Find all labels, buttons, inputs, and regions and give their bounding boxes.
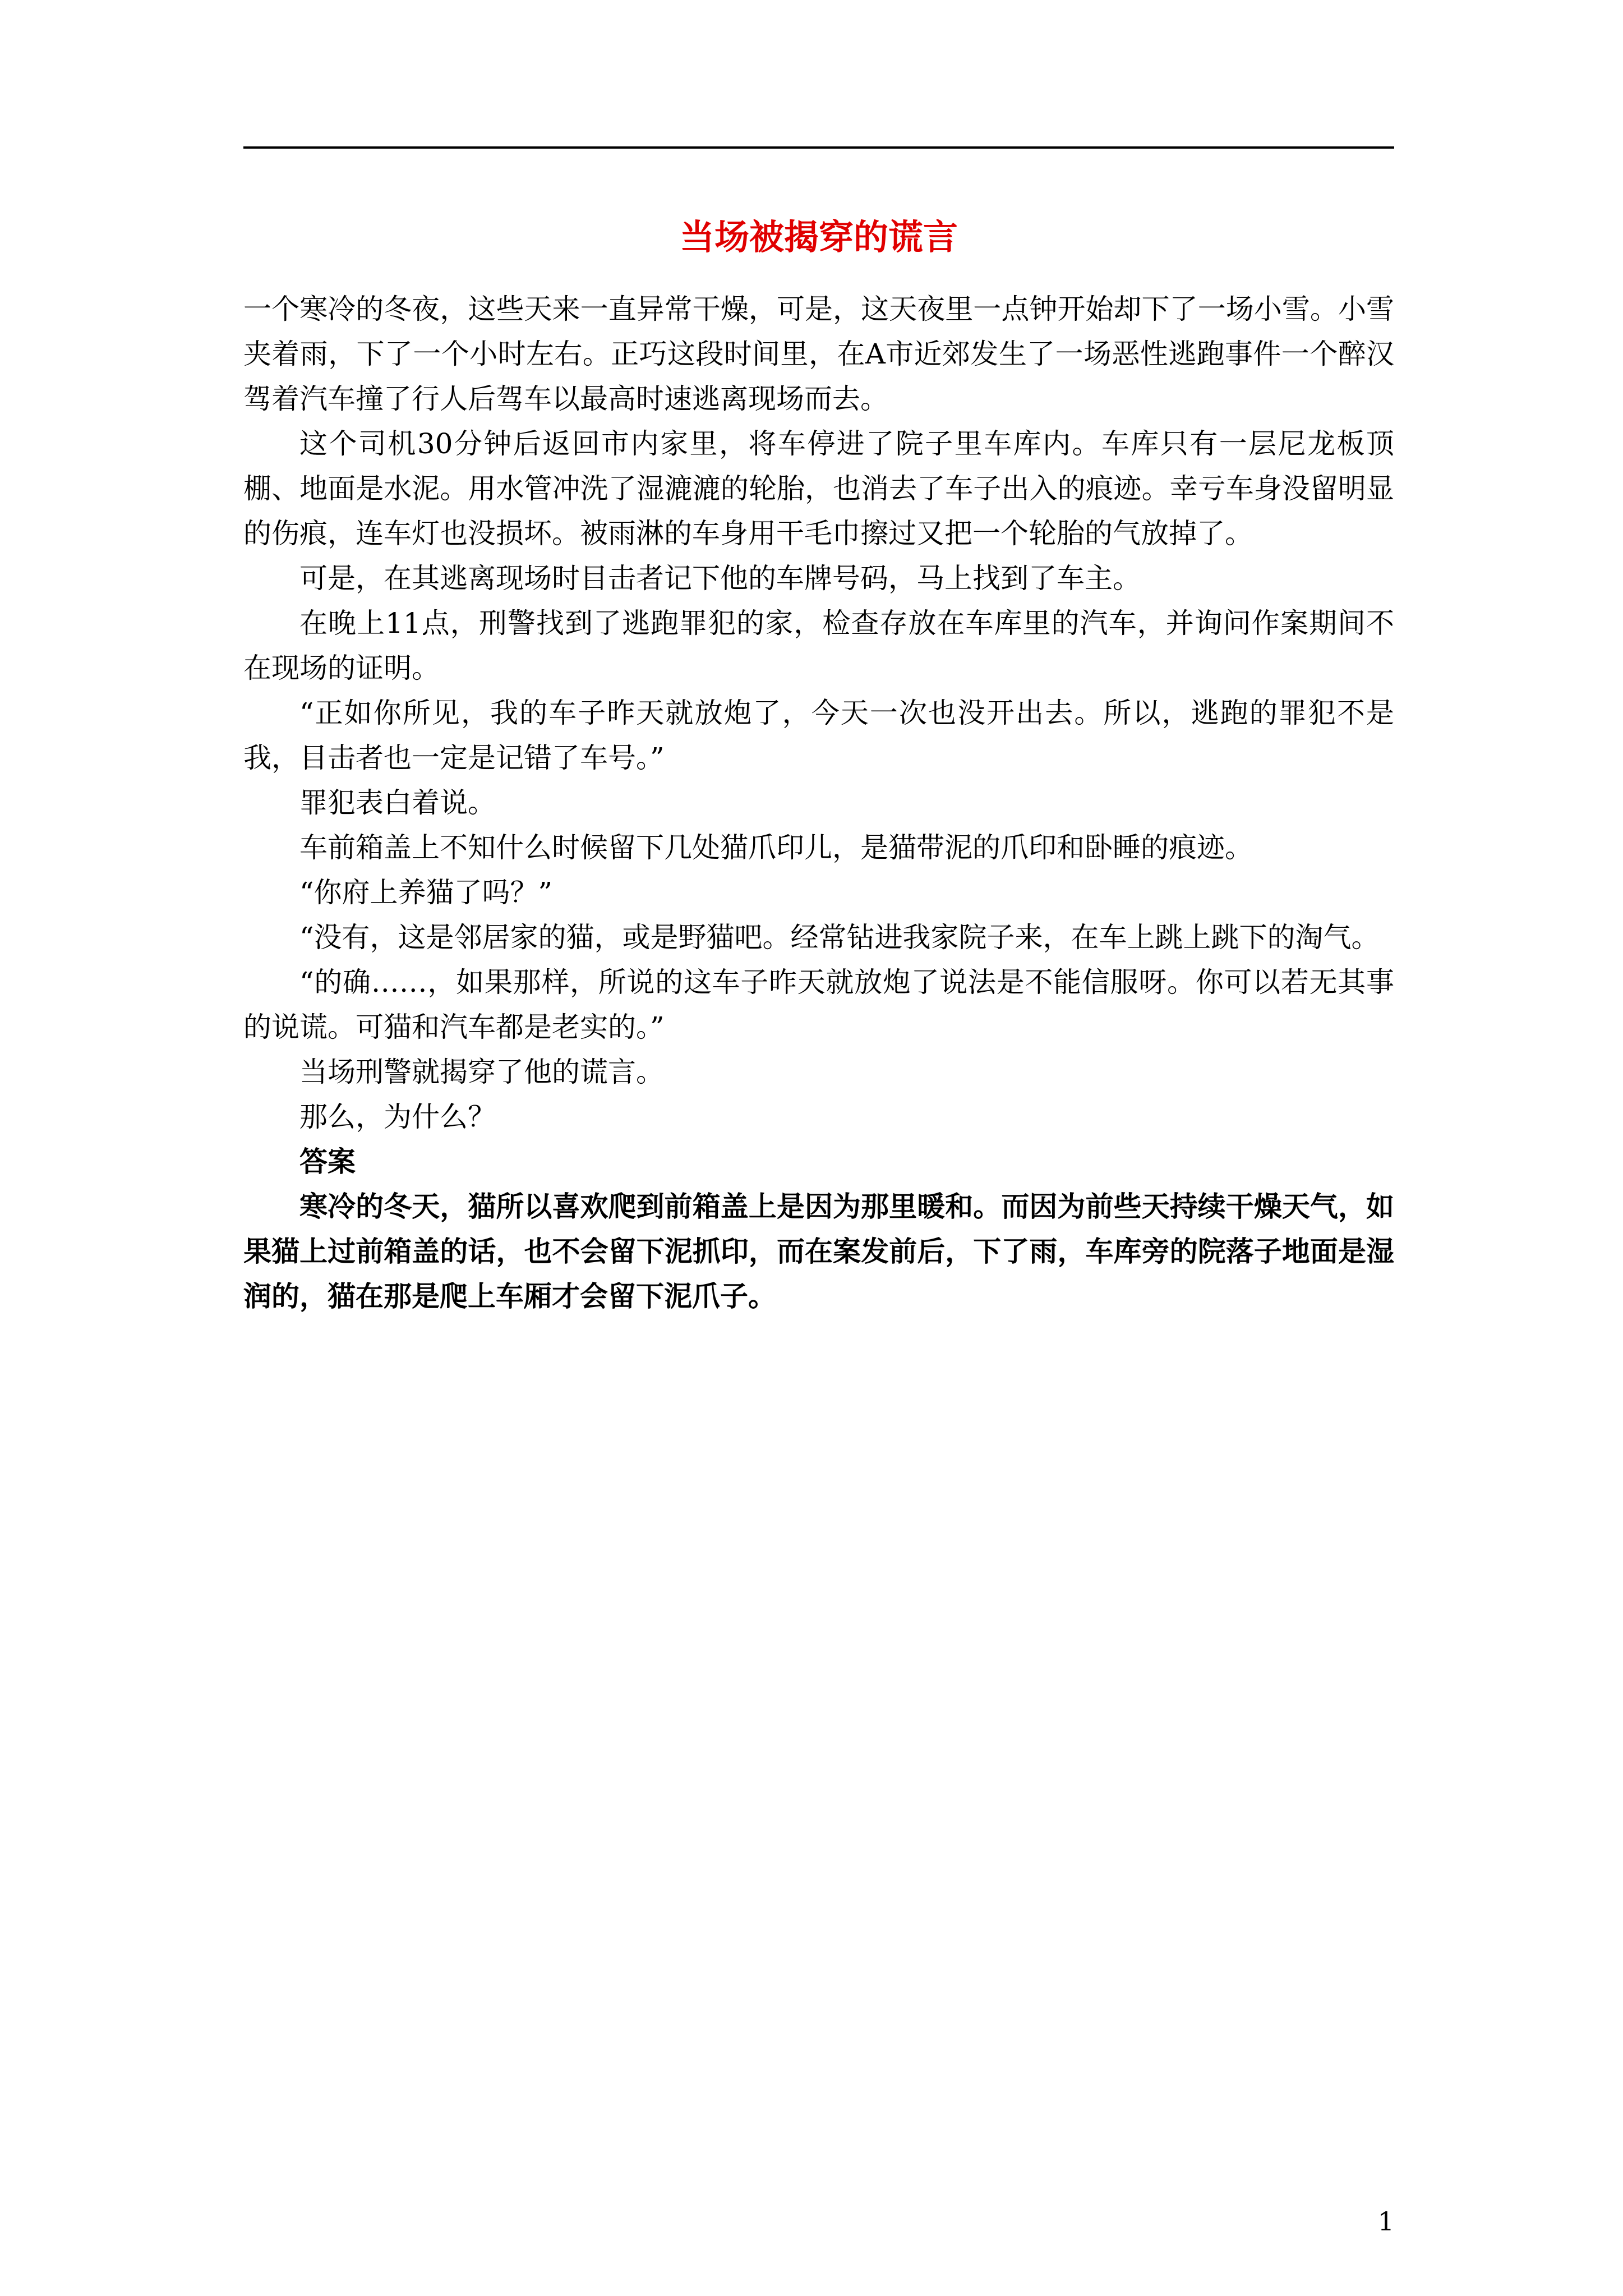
paragraph-8: “你府上养猫了吗？”	[299, 876, 553, 909]
paragraph-1: 一个寒冷的冬夜，这些天来一直异常干燥，可是，这天夜里一点钟开始却下了一场小雪。小雪夹着雨，下了一个小时左右。正巧这段时间里，在A市近郊发生了一场恶性逃跑事件一个醉汉驾着汽车撞了行人后驾车以最高时速逃离现场而去。	[243, 293, 1394, 415]
paragraph-10: “的确……，如果那样，所说的这车子昨天就放炮了说法是不能信服呀。你可以若无其事的说谎。可猫和汽车都是老实的。”	[243, 966, 1394, 1043]
paragraph-4: 在晚上11点，刑警找到了逃跑罪犯的家，检查存放在车库里的汽车，并询问作案期间不在现场的证明。	[243, 607, 1394, 684]
page-number: 1	[1377, 2206, 1394, 2237]
document-body	[243, 287, 1394, 1319]
paragraph-7: 车前箱盖上不知什么时候留下几处猫爪印儿，是猫带泥的爪印和卧睡的痕迹。	[299, 831, 1253, 864]
paragraph-5: “正如你所见，我的车子昨天就放炮了，今天一次也没开出去。所以，逃跑的罪犯不是我，目击者也一定是记错了车号。”	[243, 697, 1394, 774]
paragraph-9: “没有，这是邻居家的猫，或是野猫吧。经常钻进我家院子来，在车上跳上跳下的淘气。	[299, 921, 1380, 954]
paragraph-2: 这个司机30分钟后返回市内家里，将车停进了院子里车库内。车库只有一层尼龙板顶棚、地面是水泥。用水管冲洗了湿漉漉的轮胎，也消去了车子出入的痕迹。幸亏车身没留明显的伤痕，连车灯也没损坏。被雨淋的车身用干毛巾擦过又把一个轮胎的气放掉了。	[243, 427, 1394, 550]
paragraph-11: 当场刑警就揭穿了他的谎言。	[299, 1056, 664, 1088]
answer-text: 寒冷的冬天，猫所以喜欢爬到前箱盖上是因为那里暖和。而因为前些天持续干燥天气，如果猫上过前箱盖的话，也不会留下泥抓印，而在案发前后，下了雨，车库旁的院落子地面是湿润的，猫在那是爬上车厢才会留下泥爪子。	[243, 1190, 1394, 1313]
header-rule	[243, 146, 1394, 149]
paragraph-3: 可是，在其逃离现场时目击者记下他的车牌号码，马上找到了车主。	[299, 562, 1141, 595]
document-title: 当场被揭穿的谎言	[679, 217, 958, 257]
answer-heading: 答案	[299, 1145, 356, 1178]
paragraph-6: 罪犯表白着说。	[299, 786, 496, 819]
paragraph-12: 那么，为什么？	[299, 1101, 496, 1133]
